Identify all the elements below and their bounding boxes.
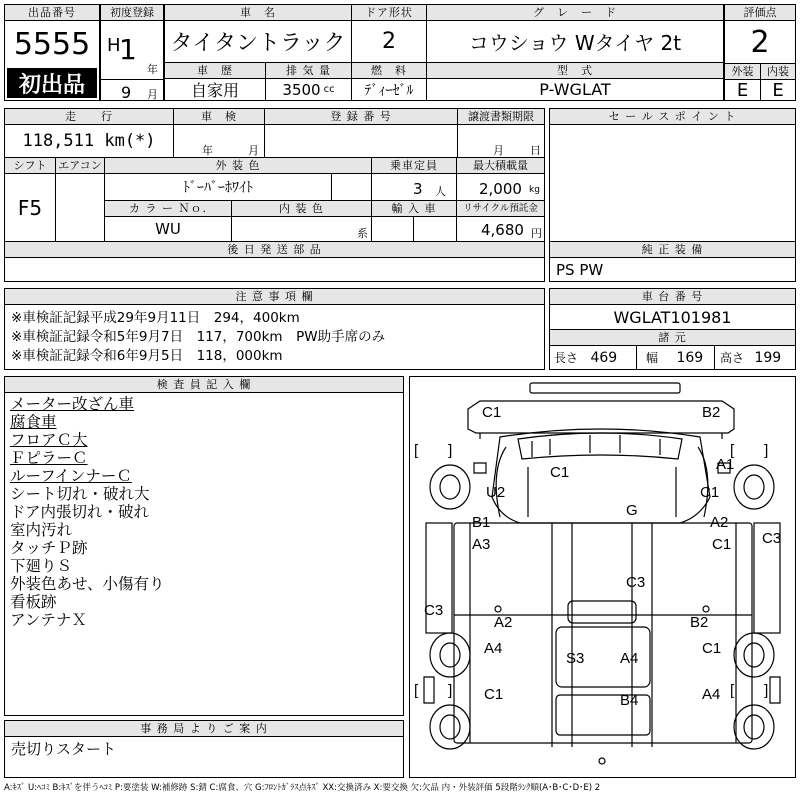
truck-diagram xyxy=(410,377,795,777)
displacement-number: 3500 xyxy=(282,80,321,99)
inspector-line: タッチＰ跡 xyxy=(10,539,88,557)
inspector-line: 腐食車 xyxy=(10,413,57,431)
max-load-value: 2,000 xyxy=(479,180,522,198)
model-label: 型 式 xyxy=(427,63,723,79)
recycle-value: 4,680 xyxy=(481,221,524,239)
note-line-3: ※車検証記録令和6年9月5日 118，000km xyxy=(11,348,283,364)
damage-mark: G xyxy=(626,502,638,519)
fuel-label: 燃 料 xyxy=(352,63,426,79)
recycle-unit: 円 xyxy=(531,227,542,240)
damage-mark: B1 xyxy=(472,514,491,531)
bracket-left-2: [ ] xyxy=(414,682,453,699)
damage-mark: A1 xyxy=(716,456,735,473)
height-label: 高さ xyxy=(720,351,745,365)
width-spec xyxy=(646,349,703,366)
damage-mark: C3 xyxy=(762,530,782,547)
max-load-label: 最大積載量 xyxy=(457,158,544,174)
seating-value: 3 xyxy=(413,180,423,198)
inspector-line: アンテナＸ xyxy=(10,611,87,629)
sales-point-label: セ ー ル ス ポ イ ン ト xyxy=(550,109,795,125)
damage-mark: C1 xyxy=(712,536,732,553)
car-name-label: 車 名 xyxy=(165,5,351,21)
note-line-1: ※車検証記録平成29年9月11日 294，400km xyxy=(11,310,300,326)
month-unit: 月 xyxy=(147,88,158,101)
damage-mark: A2 xyxy=(710,514,729,531)
width-label: 幅 xyxy=(646,351,659,365)
max-load-unit: kg xyxy=(529,185,540,195)
shift-label: シフト xyxy=(5,158,55,174)
length-spec xyxy=(554,349,617,366)
damage-mark: C1 xyxy=(700,484,720,501)
int-color-suffix: 系 xyxy=(357,227,368,240)
damage-mark: C1 xyxy=(702,640,722,657)
inspector-line: ドア内張切れ・破れ xyxy=(10,503,150,521)
ext-color-label: 外 装 色 xyxy=(105,158,371,174)
damage-mark: A4 xyxy=(484,640,503,657)
transfer-month-unit: 月 xyxy=(493,144,504,157)
door-type: 2 xyxy=(382,28,396,54)
inspection-year-unit: 年 xyxy=(202,144,213,157)
transfer-deadline-label: 譲渡書類期限 xyxy=(458,109,544,125)
later-parts-label: 後 日 発 送 部 品 xyxy=(5,242,544,258)
inspector-line: 下廻りＳ xyxy=(10,557,73,575)
displacement-label: 排 気 量 xyxy=(266,63,351,79)
inspection-month-unit: 月 xyxy=(248,144,259,157)
import-label: 輸 入 車 xyxy=(372,201,456,217)
displacement-unit: cc xyxy=(323,84,335,95)
int-color-label: 内 装 色 xyxy=(232,201,371,217)
legend: A:ｷｽﾞ U:ﾍｺﾐ B:ｷｽﾞを伴うﾍｺﾐ P:要塗装 W:補修跡 S:錆 C:腐食、穴 G:ﾌﾛﾝﾄｶﾞﾗｽ点ｷｽﾞ XX:交換済み X:要交換 欠:欠品 内・外装評価 5段階ﾗﾝｸ順(A･B･C･D･E) 2 xyxy=(4,783,601,793)
damage-mark: B2 xyxy=(702,404,721,421)
door-label: ドア形状 xyxy=(352,5,426,21)
office-box xyxy=(4,720,404,778)
history-value: 自家用 xyxy=(190,81,239,100)
lot-number-box xyxy=(4,4,100,101)
fuel-value: ﾃﾞｨｰｾﾞﾙ xyxy=(364,82,414,99)
grade-label: グ レ ー ド xyxy=(427,5,723,21)
bracket-right-2: [ ] xyxy=(730,682,769,699)
reg-number-label: 登 録 番 号 xyxy=(265,109,457,125)
transfer-day-unit: 日 xyxy=(530,144,541,157)
model-value: P-WGLAT xyxy=(539,80,611,99)
month-value: 9 xyxy=(121,83,132,102)
seating-label: 乗車定員 xyxy=(372,158,456,174)
first-registration-label: 初度登録 xyxy=(101,5,163,21)
chassis-label: 車 台 番 号 xyxy=(550,289,795,305)
seating-unit: 人 xyxy=(435,185,446,198)
damage-mark: A3 xyxy=(472,536,491,553)
height-spec xyxy=(720,349,781,366)
lot-number: 5555 xyxy=(13,26,91,62)
damage-mark: U2 xyxy=(486,484,506,501)
inspector-line: メーター改ざん車 xyxy=(10,395,135,413)
history-label: 車 歴 xyxy=(165,63,265,79)
damage-mark: A4 xyxy=(620,650,639,667)
office-text: 売切りスタート xyxy=(11,740,117,758)
equipment-value: PS PW xyxy=(556,261,604,279)
inspector-lines xyxy=(10,395,400,629)
color-no-label: カ ラ ー Ｎｏ. xyxy=(105,201,231,217)
ac-label: エアコン xyxy=(56,158,104,174)
damage-mark: C3 xyxy=(424,602,444,619)
score-label: 評価点 xyxy=(725,5,795,21)
notes-box xyxy=(4,288,545,370)
shift-value: F5 xyxy=(17,195,43,220)
length-value: 469 xyxy=(590,350,618,366)
width-value: 169 xyxy=(676,350,704,366)
damage-mark: S3 xyxy=(566,650,585,667)
notes-label: 注 意 事 項 欄 xyxy=(5,289,544,305)
chassis-box xyxy=(549,288,796,370)
exterior-grade: E xyxy=(736,79,749,101)
year-unit: 年 xyxy=(147,63,158,76)
length-label: 長さ xyxy=(554,351,579,365)
inspector-label: 検 査 員 記 入 欄 xyxy=(5,377,403,393)
displacement-value xyxy=(266,79,351,100)
damage-mark: A4 xyxy=(702,686,721,703)
inspector-line: 看板跡 xyxy=(10,593,57,611)
damage-mark: B4 xyxy=(620,692,639,709)
lot-number-label: 出品番号 xyxy=(5,5,99,21)
vehicle-details-box xyxy=(4,108,545,282)
inspector-box xyxy=(4,376,404,716)
interior-grade: E xyxy=(772,79,784,101)
damage-mark: C1 xyxy=(482,404,502,421)
interior-label: 内装 xyxy=(761,64,795,80)
mileage-value: 118,511 km(*) xyxy=(22,131,156,151)
equipment-label: 純 正 装 備 xyxy=(550,242,795,258)
mileage-label: 走 行 xyxy=(5,109,173,125)
bracket-right-1: [ ] xyxy=(730,442,769,459)
damage-mark: C1 xyxy=(550,464,570,481)
inspector-line: 室内汚れ xyxy=(10,521,73,539)
note-line-2: ※車検証記録令和5年9月7日 117，700km PW助手席のみ xyxy=(11,329,386,345)
color-no-value: WU xyxy=(155,220,181,238)
bracket-left-1: [ ] xyxy=(414,442,453,459)
inspector-line: 外装色あせ、小傷有り xyxy=(10,575,165,593)
inspector-line: ＦピラーＣ xyxy=(10,449,88,467)
era-letter: H xyxy=(107,35,121,56)
inspector-line: フロアＣ大 xyxy=(10,431,88,449)
car-name: タイタントラック xyxy=(170,30,346,56)
damage-mark: C3 xyxy=(626,574,646,591)
dims-label: 諸 元 xyxy=(550,330,795,346)
inspector-line: ルーフインナーＣ xyxy=(10,467,132,485)
first-registration-box xyxy=(100,4,164,101)
sales-point-box xyxy=(549,108,796,282)
damage-mark: B2 xyxy=(690,614,709,631)
office-label: 事 務 局 よ り ご 案 内 xyxy=(5,721,403,737)
inspection-label: 車 検 xyxy=(174,109,264,125)
score-box xyxy=(724,4,796,101)
car-diagram-box xyxy=(409,376,796,778)
damage-mark: A2 xyxy=(494,614,513,631)
car-info-box xyxy=(164,4,724,101)
inspector-line: シート切れ・破れ大 xyxy=(10,485,150,503)
first-listing-badge: 初出品 xyxy=(7,68,97,98)
ext-color-value: ﾄﾞｰﾊﾞｰﾎﾜｲﾄ xyxy=(183,180,253,196)
recycle-label: リサイクル預託金 xyxy=(457,201,544,217)
era-year: 1 xyxy=(119,33,137,66)
grade: コウショウ Wタイヤ 2t xyxy=(468,30,682,55)
score-value: 2 xyxy=(750,24,770,60)
exterior-label: 外装 xyxy=(725,64,760,80)
damage-mark: C1 xyxy=(484,686,504,703)
chassis-number: WGLAT101981 xyxy=(613,307,732,327)
height-value: 199 xyxy=(754,350,782,366)
